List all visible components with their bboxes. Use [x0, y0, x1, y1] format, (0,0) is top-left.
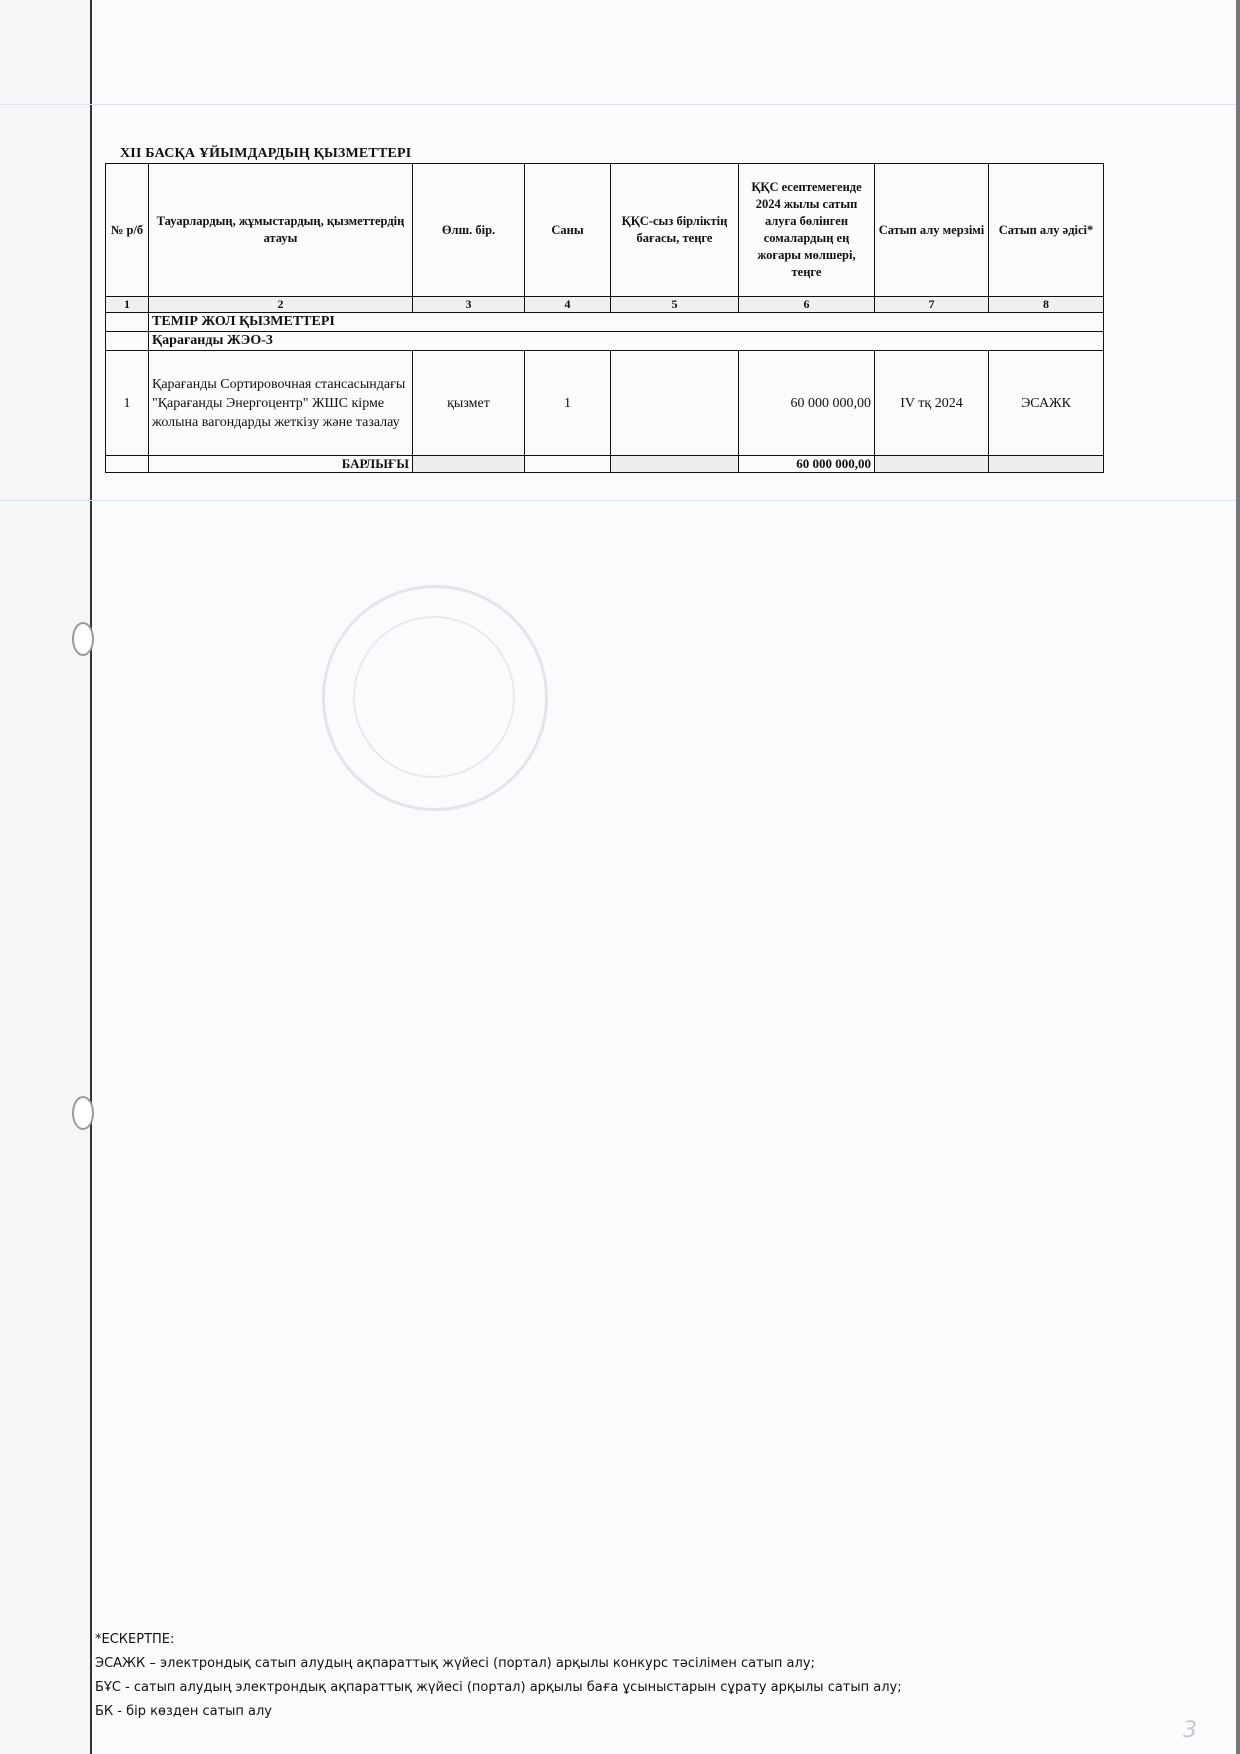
- footnote-line: ЭСАЖК – электрондық сатып алудың ақпараттық жүйесі (портал) арқылы конкурс тәсілімен сатып алу;: [95, 1656, 815, 1671]
- header-quantity: Саны: [525, 164, 611, 297]
- background-rule: [0, 104, 1240, 105]
- total-label: БАРЛЫҒЫ: [149, 456, 413, 473]
- column-number: 6: [739, 297, 875, 313]
- row-method: ЭСАЖК: [989, 351, 1104, 456]
- group-spacer: [106, 313, 149, 332]
- footnote-line: БҰС - сатып алудың электрондық ақпараттық жүйесі (портал) арқылы баға ұсыныстарын сұрату арқылы сатып алу;: [95, 1680, 902, 1695]
- total-blank: [611, 456, 739, 473]
- column-number: 2: [149, 297, 413, 313]
- header-method: Сатып алу әдісі*: [989, 164, 1104, 297]
- total-row: [106, 456, 1104, 473]
- row-term: IV тқ 2024: [875, 351, 989, 456]
- header-unit-price: ҚҚС-сыз бірліктің бағасы, теңге: [611, 164, 739, 297]
- row-unit: қызмет: [413, 351, 525, 456]
- row-quantity: 1: [525, 351, 611, 456]
- header-name: Тауарлардың, жұмыстардың, қызметтердің атауы: [149, 164, 413, 297]
- column-number: 1: [106, 297, 149, 313]
- total-spacer: [106, 456, 149, 473]
- column-number: 4: [525, 297, 611, 313]
- faded-seal-stamp: [322, 585, 548, 811]
- page-right-edge: [1236, 0, 1240, 1754]
- footnote-line: БК - бір көзден сатып алу: [95, 1704, 273, 1719]
- subgroup-row: [106, 332, 1104, 351]
- group-title: ТЕМІР ЖОЛ ҚЫЗМЕТТЕРІ: [149, 313, 1104, 332]
- subgroup-title: Қарағанды ЖЭО-3: [149, 332, 1104, 351]
- total-blank: [875, 456, 989, 473]
- total-blank: [525, 456, 611, 473]
- background-rule: [0, 500, 1240, 501]
- row-amount: 60 000 000,00: [739, 351, 875, 456]
- subgroup-spacer: [106, 332, 149, 351]
- punch-hole: [72, 1096, 94, 1130]
- header-term: Сатып алу мерзімі: [875, 164, 989, 297]
- footnotes: [95, 1628, 902, 1724]
- group-row: [106, 313, 1104, 332]
- page-number: 3: [1183, 1718, 1197, 1743]
- section-title: XII БАСҚА ҰЙЫМДАРДЫҢ ҚЫЗМЕТТЕРІ: [120, 146, 412, 161]
- column-number: 8: [989, 297, 1104, 313]
- row-name: Қарағанды Сортировочная стансасындағы "Қарағанды Энергоцентр" ЖШС кірме жолына вагондарды жеткізу және тазалау: [149, 351, 413, 456]
- header-row: [106, 164, 1104, 297]
- column-number-row: [106, 297, 1104, 313]
- column-number: 3: [413, 297, 525, 313]
- punch-hole: [72, 622, 94, 656]
- footnote-heading: *ЕСКЕРТПЕ:: [95, 1632, 175, 1647]
- column-number: 5: [611, 297, 739, 313]
- total-blank: [413, 456, 525, 473]
- total-blank: [989, 456, 1104, 473]
- table-row: [106, 351, 1104, 456]
- row-number: 1: [106, 351, 149, 456]
- row-unit-price: [611, 351, 739, 456]
- column-number: 7: [875, 297, 989, 313]
- page-left-margin: [0, 0, 90, 1754]
- total-amount: 60 000 000,00: [739, 456, 875, 473]
- header-amount: ҚҚС есептемегенде 2024 жылы сатып алуға бөлінген сомалардың ең жоғары мөлшері, теңге: [739, 164, 875, 297]
- procurement-table: [105, 163, 1104, 473]
- header-number: № р/б: [106, 164, 149, 297]
- header-unit: Өлш. бір.: [413, 164, 525, 297]
- binding-line: [90, 0, 92, 1754]
